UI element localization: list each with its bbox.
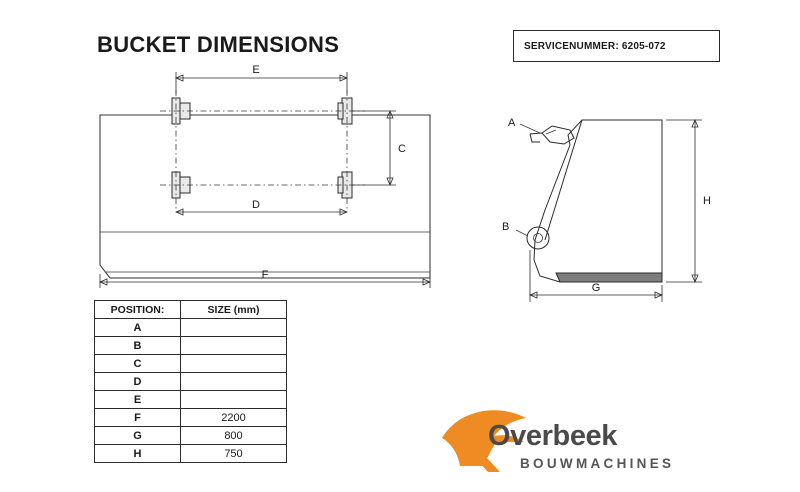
dim-label-F: F	[261, 269, 269, 281]
dim-label-A: A	[508, 117, 516, 129]
service-number-box	[513, 30, 720, 62]
logo-tagline: BOUWMACHINES	[520, 456, 675, 471]
dim-label-D: D	[252, 199, 260, 211]
dim-label-B: B	[502, 221, 510, 233]
row-size: 750	[181, 445, 287, 463]
row-position: D	[95, 373, 181, 391]
row-position: G	[95, 427, 181, 445]
table-header-position: POSITION:	[95, 301, 181, 319]
row-position: E	[95, 391, 181, 409]
table-row	[95, 319, 287, 337]
dim-label-G: G	[591, 282, 601, 294]
table-row	[95, 391, 287, 409]
table-header-row	[95, 301, 287, 319]
row-size	[181, 355, 287, 373]
service-number-label: SERVICENUMMER: 6205-072	[524, 40, 666, 52]
table-row	[95, 355, 287, 373]
bucket-side-view	[490, 90, 740, 310]
table-row	[95, 337, 287, 355]
row-position: A	[95, 319, 181, 337]
table-row	[95, 445, 287, 463]
dim-label-H: H	[703, 195, 711, 207]
row-position: C	[95, 355, 181, 373]
dim-label-C: C	[398, 143, 406, 155]
bucket-front-view	[80, 60, 460, 290]
page-title: BUCKET DIMENSIONS	[97, 32, 340, 57]
table-row	[95, 427, 287, 445]
table-row	[95, 373, 287, 391]
dim-label-E: E	[252, 64, 260, 76]
row-position: B	[95, 337, 181, 355]
row-position: F	[95, 409, 181, 427]
table-header-size: SIZE (mm)	[181, 301, 287, 319]
row-size: 2200	[181, 409, 287, 427]
row-size	[181, 337, 287, 355]
row-size	[181, 391, 287, 409]
row-size: 800	[181, 427, 287, 445]
dimensions-table	[94, 300, 287, 463]
logo-wordmark: Overbeek	[488, 420, 617, 452]
row-position: H	[95, 445, 181, 463]
row-size	[181, 373, 287, 391]
table-row	[95, 409, 287, 427]
row-size	[181, 319, 287, 337]
